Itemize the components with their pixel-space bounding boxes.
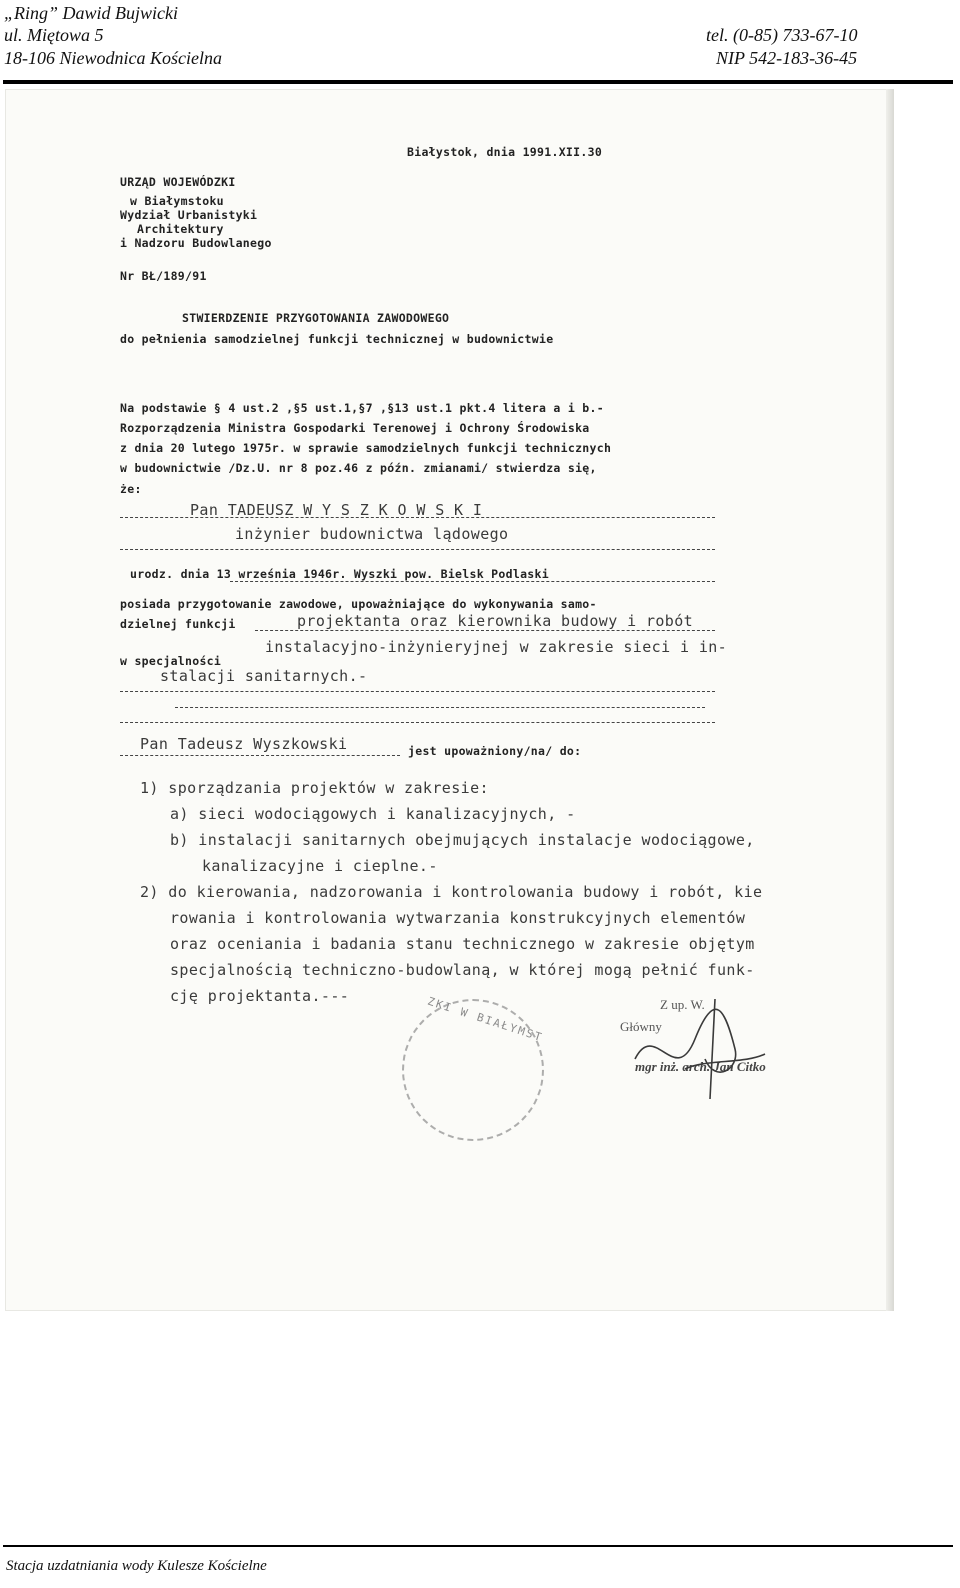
document-subtitle: do pełnienia samodzielnej funkcji technicznej w budownictwie: [120, 332, 554, 346]
basis-line-5: że:: [120, 482, 142, 496]
basis-line-1: Na podstawie § 4 ust.2 ,§5 ust.1,§7 ,§13 ust.1 pkt.4 litera a i b.-: [120, 401, 604, 415]
authorized-name: Pan Tadeusz Wyszkowski: [140, 735, 348, 753]
basis-line-3: z dnia 20 lutego 1975r. w sprawie samodzielnych funkcji technicznych: [120, 441, 612, 455]
specialty-value-2: stalacji sanitarnych.-: [160, 667, 368, 685]
company-name: „Ring” Dawid Bujwicki: [4, 3, 179, 23]
document-title: STWIERDZENIE PRZYGOTOWANIA ZAWODOWEGO: [182, 311, 450, 325]
signature-role: Główny: [620, 1019, 662, 1034]
signature-name: mgr inż. arch. Jan Citko: [635, 1059, 766, 1074]
divider: [175, 707, 705, 708]
issuer-line-5: i Nadzoru Budowlanego: [120, 236, 272, 250]
basis-line-2: Rozporządzenia Ministra Gospodarki Terenowej i Ochrony Środowiska: [120, 421, 590, 435]
specialty-label: w specjalności: [120, 654, 222, 668]
header-rule: [3, 80, 953, 84]
item-2-cont-3: specjalnością techniczno-budowlaną, w której mogą pełnić funk-: [170, 961, 755, 979]
footer-text: Stacja uzdatniania wody Kulesze Kościelne: [6, 1558, 267, 1574]
issuer-line-4: Architektury: [137, 222, 224, 236]
profession: inżynier budownictwa lądowego: [235, 525, 509, 543]
signature-title: Z up. W.: [660, 997, 705, 1012]
divider: [120, 691, 715, 692]
basis-line-4: w budownictwie /Dz.U. nr 8 poz.46 z późn. zmianami/ stwierdza się,: [120, 461, 597, 475]
item-1: 1) sporządzania projektów w zakresie:: [140, 779, 489, 797]
footer-rule: [3, 1545, 953, 1547]
document-number: Nr BŁ/189/91: [120, 269, 207, 283]
qualification-line-1: posiada przygotowanie zawodowe, upoważniające do wykonywania samo-: [120, 597, 597, 611]
item-2-cont-2: oraz oceniania i badania stanu technicznego w zakresie objętym: [170, 935, 755, 953]
divider: [120, 755, 400, 756]
qualification-value: projektanta oraz kierownika budowy i robót: [297, 612, 694, 630]
birth-info: urodz. dnia 13 września 1946r. Wyszki pow. Bielsk Podlaski: [130, 567, 549, 581]
item-2-cont-1: rowania i kontrolowania wytwarzania konstrukcyjnych elementów: [170, 909, 746, 927]
item-2: 2) do kierowania, nadzorowania i kontrolowania budowy i robót, kie: [140, 883, 763, 901]
signature-scribble: [615, 989, 775, 1109]
company-phone: tel. (0-85) 733-67-10: [706, 25, 858, 45]
person-name: Pan TADEUSZ W Y S Z K O W S K I: [190, 501, 483, 519]
company-street: ul. Miętowa 5: [4, 25, 104, 45]
authorized-label: jest upoważniony/na/ do:: [408, 744, 582, 758]
divider: [230, 581, 715, 582]
item-1b-cont: kanalizacyjne i cieplne.-: [202, 857, 438, 875]
item-1a: a) sieci wodociągowych i kanalizacyjnych, -: [170, 805, 576, 823]
divider: [120, 517, 715, 518]
divider: [120, 549, 715, 550]
company-city: 18-106 Niewodnica Kościelna: [4, 48, 222, 68]
specialty-value-1: instalacyjno-inżynieryjnej w zakresie sieci i in-: [265, 638, 728, 656]
qualification-label: dzielnej funkcji: [120, 617, 236, 631]
divider: [255, 630, 715, 631]
place-date: Białystok, dnia 1991.XII.30: [407, 145, 603, 159]
issuer-line-2: w Białymstoku: [130, 194, 224, 208]
issuer-line-1: URZĄD WOJEWÓDZKI: [120, 175, 236, 189]
company-nip: NIP 542-183-36-45: [716, 48, 858, 68]
item-2-cont-4: cję projektanta.---: [170, 987, 350, 1005]
divider: [120, 722, 715, 723]
issuer-line-3: Wydział Urbanistyki: [120, 208, 258, 222]
scanned-certificate: [5, 89, 894, 1311]
item-1b: b) instalacji sanitarnych obejmujących instalacje wodociągowe,: [170, 831, 755, 849]
stamp-text: ZKI W BIAŁYMST: [425, 994, 545, 1045]
